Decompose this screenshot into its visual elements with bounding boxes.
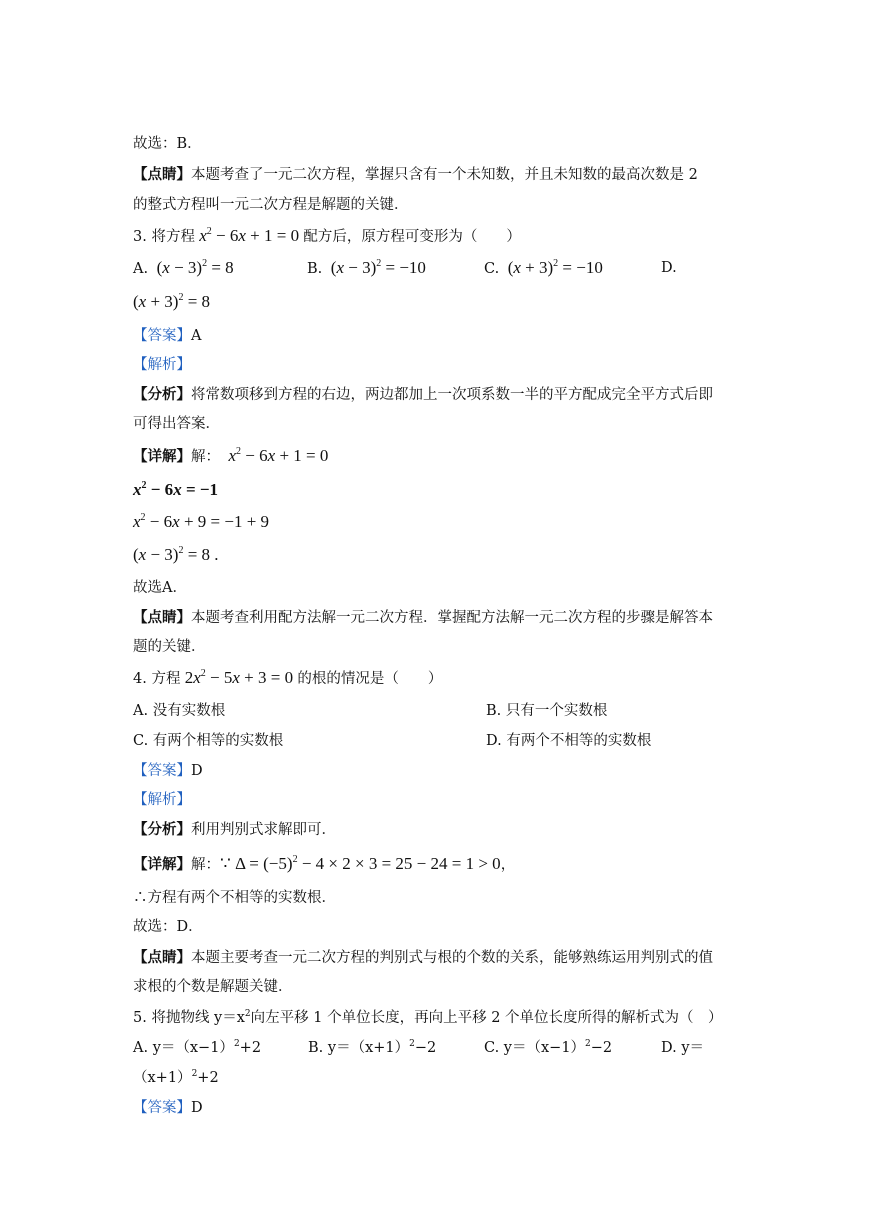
q3-option-d: D. [661,260,677,276]
q3-option-b: B. $(x - 3)^2 = -10$ [307,258,426,277]
q4-dianjing-line-2: 求根的个数是解题关键． [133,979,293,995]
q4-stem: 4. 方程 $2x^2 - 5x + 3 = 0$ 的根的情况是（ ） [133,668,443,687]
q4-option-a: A. 没有实数根 [133,703,226,719]
q3-answer-line [133,326,201,346]
q5-stem: 5. 将抛物线 $y=x^2$向左平移 1 个单位长度，再向上平移 2 个单位长度所得的解析式为（ ） [133,1009,723,1026]
q3-choose-line: 故选A． [133,580,187,596]
q2-dianjing-line [133,165,698,185]
q3-equation: $x^2 - 6x + 1 = 0$ [199,226,304,245]
q4-analysis-tag: 【解析】 [133,792,191,808]
q2-choose-line: 故选：B． [133,136,202,152]
q5-option-b: B. $y=(x+1)^2-2$ [308,1039,437,1056]
dianjing-text: 本题考查了一元二次方程，掌握只含有一个未知数，并且未知数的最高次数是 2 [191,167,698,183]
q3-dianjing-line-2: 题的关键． [133,639,206,655]
q4-fenxi-line: 【分析】利用判别式求解即可． [133,821,336,838]
q3-option-d-expr: $(x + 3)^2 = 8$ [133,292,211,311]
q3-analysis-tag: 【解析】 [133,357,191,373]
q5-option-c: C. $y=(x-1)^2-2$ [484,1039,613,1056]
q5-answer-line: 【答案】D [133,1100,203,1116]
q3-option-a: A. $(x - 3)^2 = 8$ [133,258,234,277]
q4-conclusion: ∴方程有两个不相等的实数根． [133,890,336,906]
q4-xiangjie-line: 【详解】解：∵ $\Delta = (-5)^2 - 4 \times 2 \times 3 = 25 - 24 = 1 > 0$， [133,854,516,873]
q4-option-d: D. 有两个不相等的实数根 [486,733,652,749]
q4-option-c: C. 有两个相等的实数根 [133,733,284,749]
q3-xiangjie-line: 【详解】解： $x^2 - 6x + 1 = 0$ [133,446,329,465]
q4-option-b: B. 只有一个实数根 [486,703,608,719]
q5-option-d-cont: $(x+1)^2+2$ [133,1069,219,1086]
q3-dianjing-line: 【点睛】本题考查利用配方法解一元二次方程．掌握配方法解一元二次方程的步骤是解答本 [133,609,713,626]
q5-option-a: A. $y=(x-1)^2+2$ [133,1039,262,1056]
q4-answer-line: 【答案】D [133,763,203,779]
q3-stem: 3. 将方程 $x^2 - 6x + 1 = 0$ 配方后，原方程可变形为（ ） [133,226,521,245]
q3-fenxi-line-2: 可得出答案． [133,416,220,432]
q3-step-2: $x^2 - 6x + 9 = -1 + 9$ [133,512,270,531]
q4-equation: $2x^2 - 5x + 3 = 0$ [180,668,298,687]
q3-step-1: $x^2 - 6x = -1$ [133,480,219,499]
q4-dianjing-line: 【点睛】本题主要考查一元二次方程的判别式与根的个数的关系，能够熟练运用判别式的值 [133,949,713,966]
q3-option-c: C. $(x + 3)^2 = -10$ [484,258,603,277]
q4-choose-line: 故选：D． [133,919,203,935]
answer-tag: 【答案】 [133,328,191,344]
q3-fenxi-line: 【分析】将常数项移到方程的右边，两边都加上一次项系数一半的平方配成完全平方式后即 [133,386,713,403]
q2-dianjing-line-2: 的整式方程叫一元二次方程是解题的关键． [133,197,409,213]
q5-option-d: D. y＝ [661,1040,705,1056]
dianjing-tag: 【点睛】 [133,166,191,183]
answer-value: A [191,328,202,344]
q3-step-3: $(x - 3)^2 = 8$ . [133,545,219,564]
